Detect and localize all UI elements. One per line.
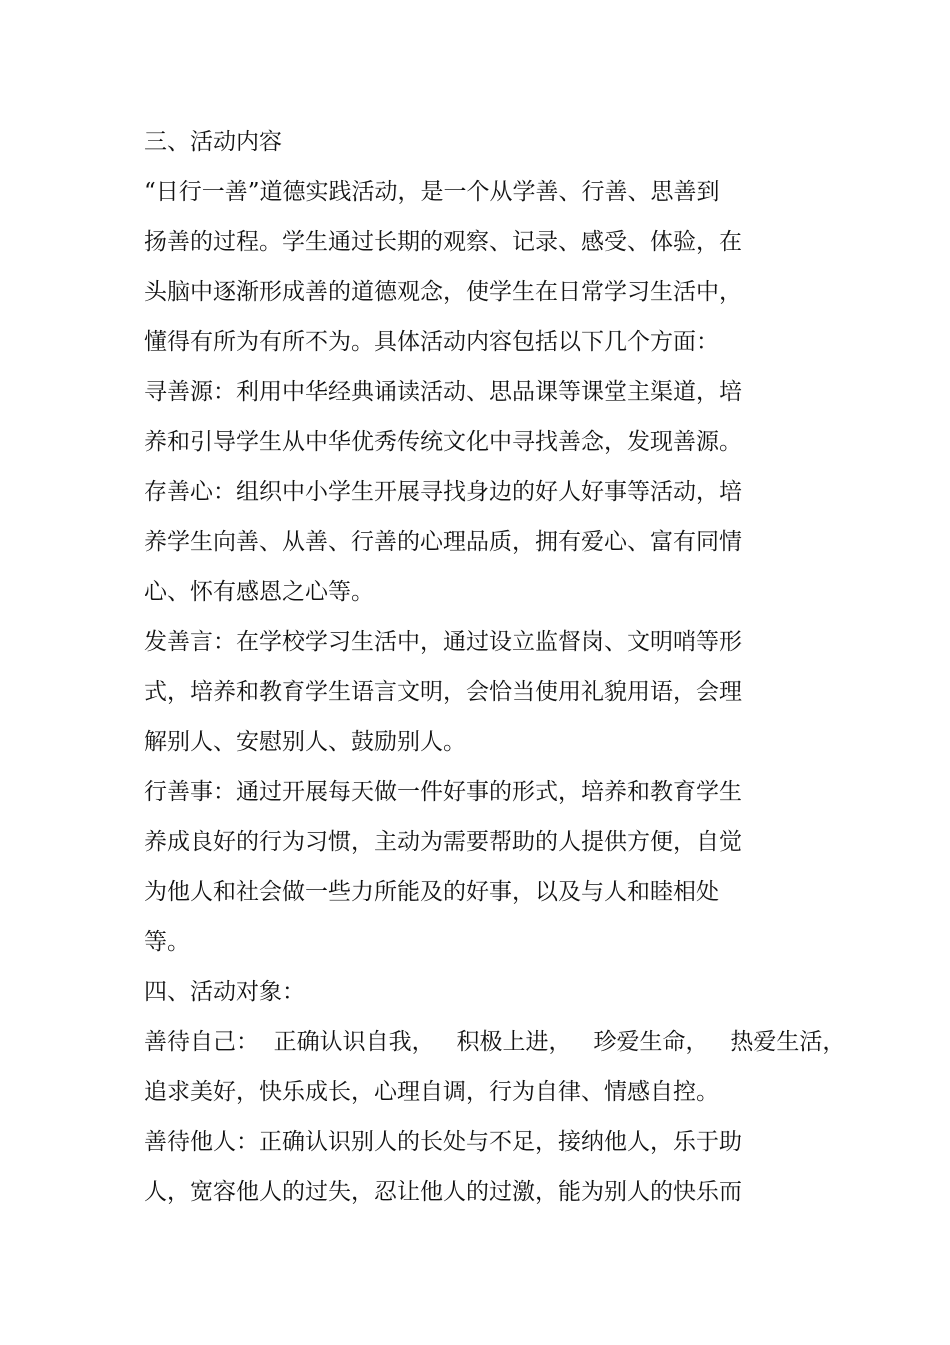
paragraph-line: “日行一善”道德实践活动，是一个从学善、行善、思善到 (144, 179, 720, 205)
paragraph-line: 养和引导学生从中华优秀传统文化中寻找善念，发现善源。 (144, 429, 742, 455)
paragraph-line: 懂得有所为有所不为。具体活动内容包括以下几个方面： (144, 329, 719, 355)
paragraph-line: 为他人和社会做一些力所能及的好事，以及与人和睦相处 (144, 879, 719, 905)
paragraph-line: 善待自己： 正确认识自我， 积极上进， 珍爱生命， 热爱生活， (144, 1029, 846, 1055)
paragraph-line: 追求美好，快乐成长，心理自调，行为自律、情感自控。 (144, 1079, 719, 1105)
paragraph-line: 善待他人：正确认识别人的长处与不足，接纳他人，乐于助 (144, 1129, 742, 1155)
document-body (144, 124, 844, 1224)
section-heading-activity-targets: 四、活动对象： (144, 979, 305, 1005)
paragraph-line: 心、怀有感恩之心等。 (144, 579, 374, 605)
paragraph-line: 寻善源：利用中华经典诵读活动、思品课等课堂主渠道，培 (144, 379, 742, 405)
section-heading-activity-content: 三、活动内容 (144, 129, 282, 155)
paragraph-line: 行善事：通过开展每天做一件好事的形式，培养和教育学生 (144, 779, 742, 805)
paragraph-line: 养成良好的行为习惯，主动为需要帮助的人提供方便，自觉 (144, 829, 742, 855)
paragraph-line: 等。 (144, 929, 190, 955)
paragraph-line: 发善言：在学校学习生活中，通过设立监督岗、文明哨等形 (144, 629, 742, 655)
paragraph-line: 解别人、安慰别人、鼓励别人。 (144, 729, 466, 755)
paragraph-line: 扬善的过程。学生通过长期的观察、记录、感受、体验，在 (144, 229, 742, 255)
paragraph-line: 存善心：组织中小学生开展寻找身边的好人好事等活动，培 (144, 479, 742, 505)
paragraph-line: 式，培养和教育学生语言文明，会恰当使用礼貌用语，会理 (144, 679, 742, 705)
paragraph-line: 人，宽容他人的过失，忍让他人的过激，能为别人的快乐而 (144, 1179, 742, 1205)
paragraph-line: 养学生向善、从善、行善的心理品质，拥有爱心、富有同情 (144, 529, 742, 555)
paragraph-line: 头脑中逐渐形成善的道德观念，使学生在日常学习生活中， (144, 279, 742, 305)
